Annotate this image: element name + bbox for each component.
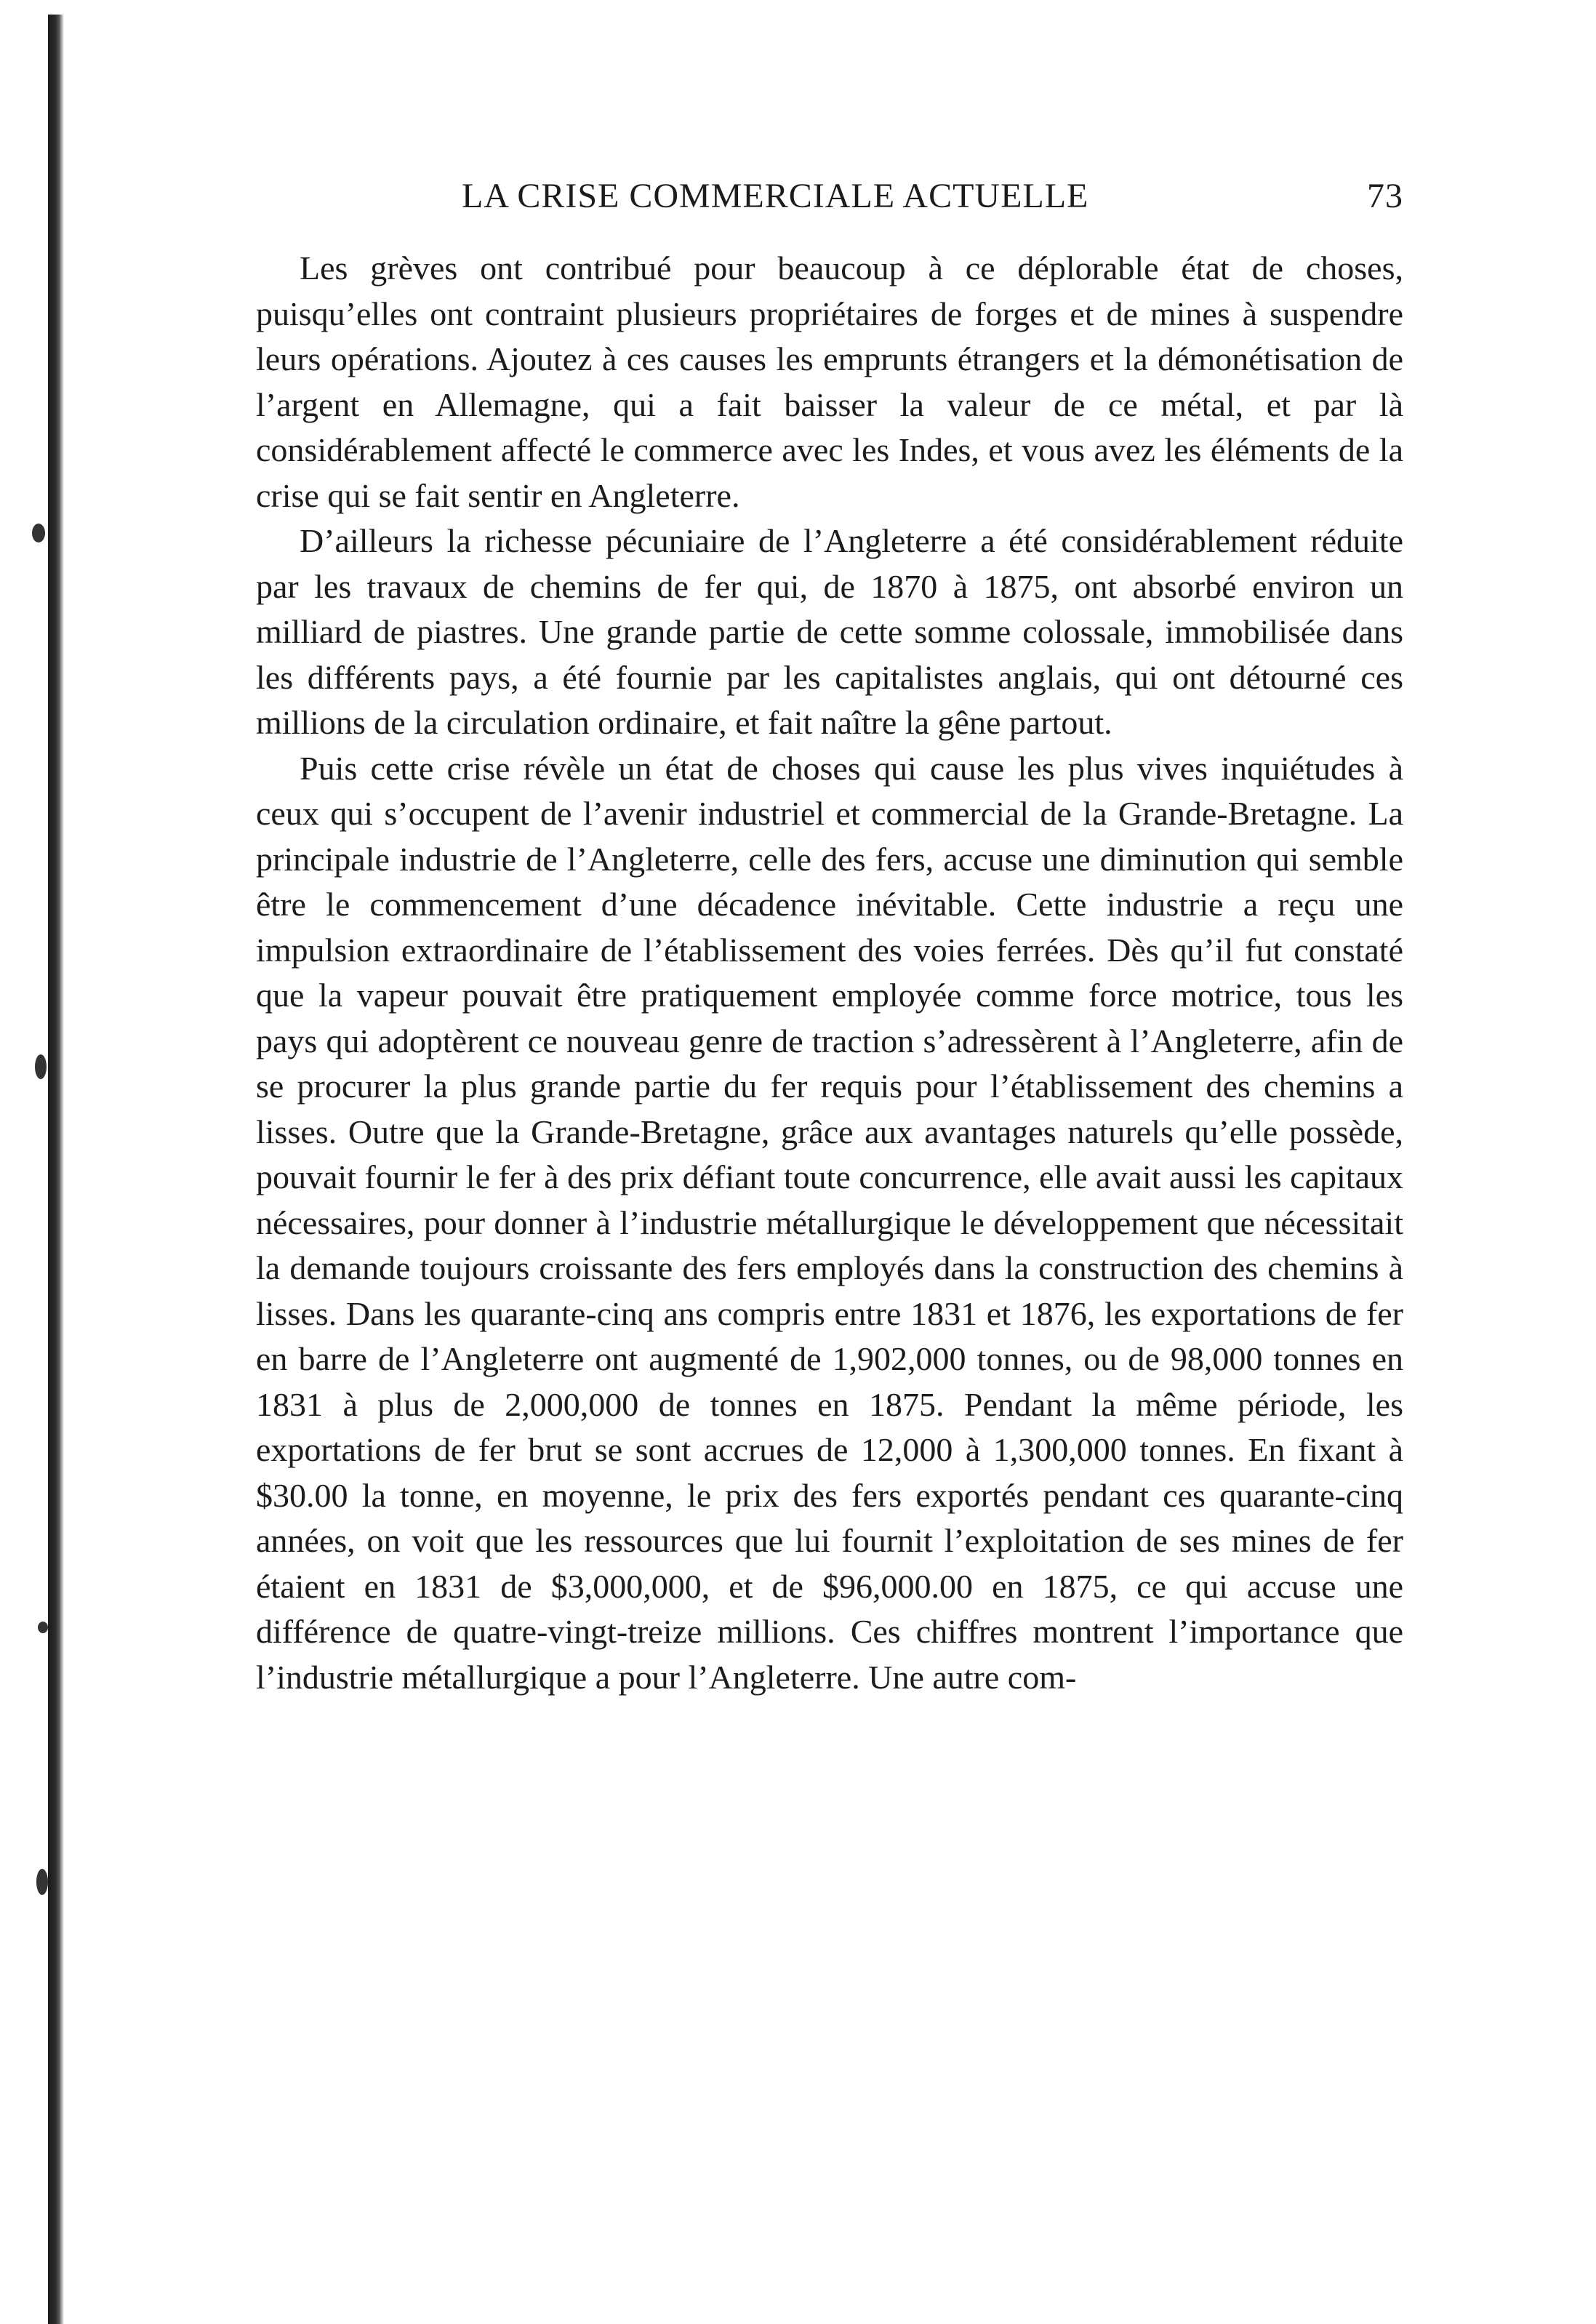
ink-speck <box>35 1054 47 1079</box>
running-head <box>254 169 1403 220</box>
running-title: LA CRISE COMMERCIALE ACTUELLE <box>462 177 1089 215</box>
paragraph: D’ailleurs la richesse pécuniaire de l’Angleterre a été considérablement réduite par les travaux de chemins de fer qui, de 1870 à 1875, ont absorbé environ un milliard de piastres. Une grande partie de cette somme colossale, immobilisée dans les différents pays, a été fournie par les capitalistes anglais, qui ont détourné ces millions de la circulation ordinaire, et fait naître la gêne partout. <box>256 522 1403 741</box>
ink-speck <box>32 524 45 542</box>
binding-shadow <box>48 15 64 2324</box>
ink-speck <box>38 1622 48 1633</box>
paragraph: Puis cette crise révèle un état de choses qui cause les plus vives inquiétudes à ceux qui s’occupent de l’avenir industriel et commercial de la Grande-Bretagne. La principale industrie de l’Angleterre, celle des fers, accuse une diminution qui semble être le commencement d’une décadence inévitable. Cette industrie a reçu une impulsion extraordinaire de l’établissement des voies ferrées. Dès qu’il fut constaté que la vapeur pouvait être pratiquement employée comme force motrice, tous les pays qui adoptèrent ce nouveau genre de traction s’adressèrent à l’Angleterre, afin de se procurer la plus grande partie du fer requis pour l’établissement des chemins a lisses. Outre que la Grande-Bretagne, grâce aux avantages naturels qu’elle possède, pouvait fournir le fer à des prix défiant toute concurrence, elle avait aussi les capitaux nécessaires, pour donner à l’industrie métallurgique le développement que nécessitait la demande toujours croissante des fers employés dans la construction des chemins à lisses. Dans les quarante-cinq ans compris entre 1831 et 1876, les exportations de fer en barre de l’Angleterre ont augmenté de 1,902,000 tonnes, ou de 98,000 tonnes en 1831 à plus de 2,000,000 de tonnes en 1875. Pendant la même période, les exportations de fer brut se sont accrues de 12,000 à 1,300,000 tonnes. En fixant à $30.00 la tonne, en moyenne, le prix des fers exportés pendant ces quarante-cinq années, on voit que les ressources que lui fournit l’exploitation de ses mines de fer étaient en 1831 de $3,000,000, et de $96,000.00 en 1875, ce qui accuse une différence de quatre-vingt-treize millions. Ces chiffres montrent l’importance que l’industrie métallurgique a pour l’Angleterre. Une autre com- <box>256 749 1403 1696</box>
ink-speck <box>36 1869 48 1895</box>
page-number: 73 <box>1367 177 1403 215</box>
paragraph: Les grèves ont contribué pour beaucoup à ce déplorable état de choses, puisqu’elles ont contraint plusieurs propriétaires de forges et de mines à suspendre leurs opérations. Ajoutez à ces causes les emprunts étrangers et la démonétisation de l’argent en Allemagne, qui a fait baisser la valeur de ce métal, et par là considérablement affecté le commerce avec les Indes, et vous avez les éléments de la crise qui se fait sentir en Angleterre. <box>256 249 1403 514</box>
binding-edge <box>0 0 73 2324</box>
body-text <box>256 246 1403 1700</box>
